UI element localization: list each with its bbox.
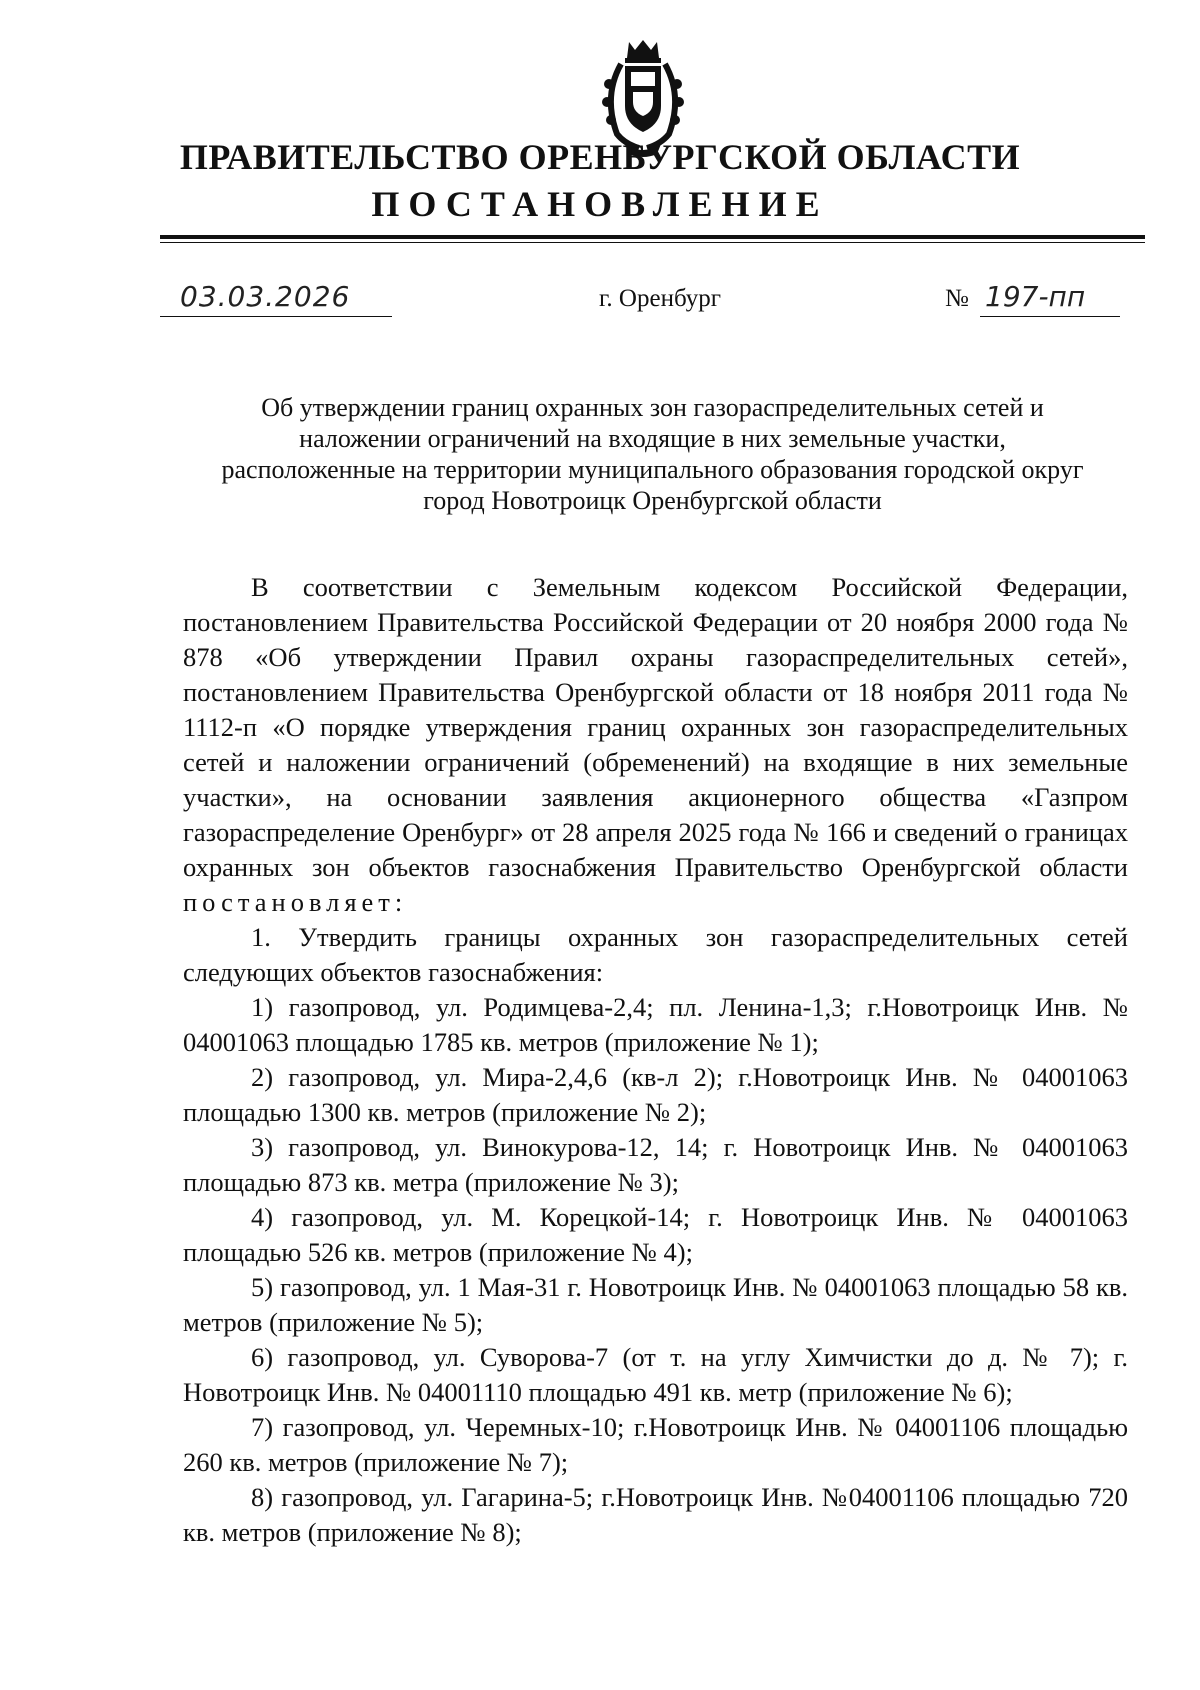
decree-body <box>183 570 1128 1550</box>
date-underline <box>160 316 392 317</box>
subject-line: город Новотроицк Оренбургской области <box>423 486 882 515</box>
document-type: ПОСТАНОВЛЕНИЕ <box>371 184 829 224</box>
decree-subject <box>160 392 1145 516</box>
list-item: 2) газопровод, ул. Мира-2,4,6 (кв-л 2); г.Новотроицк Инв. № 04001063 площадью 1300 кв. метров (приложение № 2); <box>183 1062 1128 1127</box>
subject-line: расположенные на территории муниципального образования городской округ <box>221 455 1084 484</box>
clause-1: 1. Утвердить границы охранных зон газораспределительных сетей следующих объектов газоснабжения: <box>183 922 1128 987</box>
list-item: 6) газопровод, ул. Суворова-7 (от т. на углу Химчистки до д. № 7); г. Новотроицк Инв. № 04001110 площадью 491 кв. метр (приложение № 6); <box>183 1342 1128 1407</box>
preamble-text: В соответствии с Земельным кодексом Российской Федерации, постановлением Правительства Российской Федерации от 20 ноября 2000 года № 878 «Об утверждении Правил охраны газораспределительных сетей», постановлением Правительства Оренбургской области от 18 ноября 2011 года № 1112-п «О порядке утверждения границ охранных зон газораспределительных сетей и наложении ограничений (обременений) на входящие в них земельные участки», на основании заявления акционерного общества «Газпром газораспределение Оренбург» от 28 апреля 2025 года № 166 и сведений о границах охранных зон объектов газоснабжения Правительство Оренбургской области <box>183 572 1128 882</box>
city-label: г. Оренбург <box>599 285 721 312</box>
government-title: ПРАВИТЕЛЬСТВО ОРЕНБУРГСКОЙ ОБЛАСТИ <box>179 137 1021 177</box>
header-rule-thin <box>160 242 1145 243</box>
decree-word: постановляет: <box>183 887 408 917</box>
subject-line: наложении ограничений на входящие в них земельные участки, <box>299 424 1006 453</box>
handwritten-number: 197-пп <box>985 280 1086 313</box>
list-item: 4) газопровод, ул. М. Корецкой-14; г. Новотроицк Инв. № 04001063 площадью 526 кв. метров (приложение № 4); <box>183 1202 1128 1267</box>
header-rule <box>160 235 1145 239</box>
subject-line: Об утверждении границ охранных зон газораспределительных сетей и <box>261 393 1044 422</box>
list-item: 1) газопровод, ул. Родимцева-2,4; пл. Ленина-1,3; г.Новотроицк Инв. № 04001063 площадью 1785 кв. метров (приложение № 1); <box>183 992 1128 1057</box>
list-item: 3) газопровод, ул. Винокурова-12, 14; г. Новотроицк Инв. № 04001063 площадью 873 кв. метра (приложение № 3); <box>183 1132 1128 1197</box>
list-item: 5) газопровод, ул. 1 Мая-31 г. Новотроицк Инв. № 04001063 площадью 58 кв. метров (приложение № 5); <box>183 1272 1128 1337</box>
preamble-paragraph <box>183 570 1128 920</box>
number-sign: № <box>945 285 969 312</box>
list-item: 8) газопровод, ул. Гагарина-5; г.Новотроицк Инв. №04001106 площадью 720 кв. метров (приложение № 8); <box>183 1482 1128 1547</box>
number-underline <box>980 316 1120 317</box>
list-item: 7) газопровод, ул. Черемных-10; г.Новотроицк Инв. № 04001106 площадью 260 кв. метров (приложение № 7); <box>183 1412 1128 1477</box>
handwritten-date: 03.03.2026 <box>180 280 351 313</box>
